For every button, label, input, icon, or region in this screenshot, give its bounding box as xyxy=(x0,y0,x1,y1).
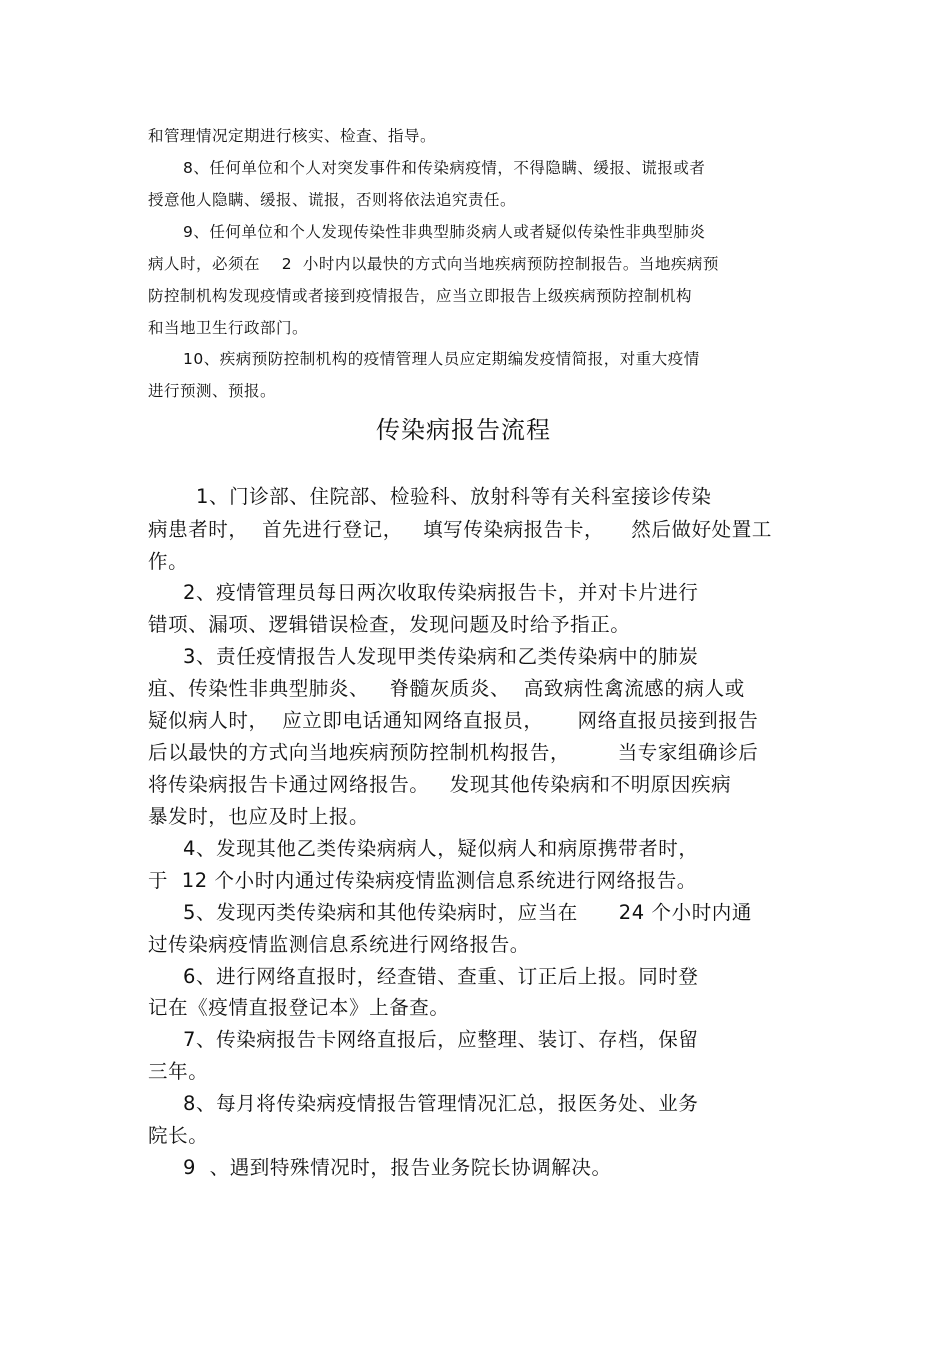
paragraph-line: 和当地卫生行政部门。 xyxy=(148,319,309,337)
paragraph-line: 9 、遇到特殊情况时，报告业务院长协调解决。 xyxy=(183,1156,612,1179)
paragraph-line: 和管理情况定期进行核实、检查、指导。 xyxy=(148,127,437,145)
paragraph-line: 疑似病人时， 应立即电话通知网络直报员， 网络直报员接到报告 xyxy=(148,709,759,732)
paragraph-line: 8、每月将传染病疫情报告管理情况汇总，报医务处、业务 xyxy=(183,1092,699,1115)
paragraph-line: 9、任何单位和个人发现传染性非典型肺炎病人或者疑似传染性非典型肺炎 xyxy=(183,223,706,241)
paragraph-line: 院长。 xyxy=(148,1124,209,1147)
paragraph-line: 10、疾病预防控制机构的疫情管理人员应定期编发疫情简报，对重大疫情 xyxy=(183,350,700,368)
paragraph-line: 5、发现丙类传染病和其他传染病时，应当在 24 个小时内通 xyxy=(183,901,753,924)
paragraph-line: 6、进行网络直报时，经查错、查重、订正后上报。同时登 xyxy=(183,965,699,988)
paragraph-line: 进行预测、预报。 xyxy=(148,382,277,400)
paragraph-line: 8、任何单位和个人对突发事件和传染病疫情，不得隐瞒、缓报、谎报或者 xyxy=(183,159,706,177)
paragraph-line: 三年。 xyxy=(148,1060,209,1083)
paragraph-line: 1、门诊部、住院部、检验科、放射科等有关科室接诊传染 xyxy=(196,485,712,508)
paragraph-line: 7、传染病报告卡网络直报后，应整理、装订、存档，保留 xyxy=(183,1028,699,1051)
paragraph-line: 将传染病报告卡通过网络报告。 发现其他传染病和不明原因疾病 xyxy=(148,773,732,796)
paragraph-line: 于 12 个小时内通过传染病疫情监测信息系统进行网络报告。 xyxy=(148,869,697,892)
paragraph-line: 病人时，必须在 2 小时内以最快的方式向当地疾病预防控制报告。当地疾病预 xyxy=(148,255,719,273)
paragraph-line: 2、疫情管理员每日两次收取传染病报告卡，并对卡片进行 xyxy=(183,581,699,604)
paragraph-line: 防控制机构发现疫情或者接到疫情报告，应当立即报告上级疾病预防控制机构 xyxy=(148,287,693,305)
paragraph-line: 后以最快的方式向当地疾病预防控制机构报告， 当专家组确诊后 xyxy=(148,741,759,764)
paragraph-line: 记在《疫情直报登记本》上备查。 xyxy=(148,996,450,1019)
paragraph-line: 过传染病疫情监测信息系统进行网络报告。 xyxy=(148,933,530,956)
paragraph-line: 错项、漏项、逻辑错误检查，发现问题及时给予指正。 xyxy=(148,613,631,636)
paragraph-line: 3、责任疫情报告人发现甲类传染病和乙类传染病中的肺炭 xyxy=(183,645,699,668)
paragraph-line: 病患者时， 首先进行登记， 填写传染病报告卡， 然后做好处置工 xyxy=(148,518,772,541)
paragraph-line: 授意他人隐瞒、缓报、谎报，否则将依法追究责任。 xyxy=(148,191,517,209)
paragraph-line: 作。 xyxy=(148,550,189,573)
paragraph-line: 疽、传染性非典型肺炎、 脊髓灰质炎、 高致病性禽流感的病人或 xyxy=(148,677,745,700)
page-title: 传染病报告流程 xyxy=(376,416,551,444)
paragraph-line: 4、发现其他乙类传染病病人，疑似病人和病原携带者时， xyxy=(183,837,699,860)
paragraph-line: 暴发时，也应及时上报。 xyxy=(148,805,370,828)
